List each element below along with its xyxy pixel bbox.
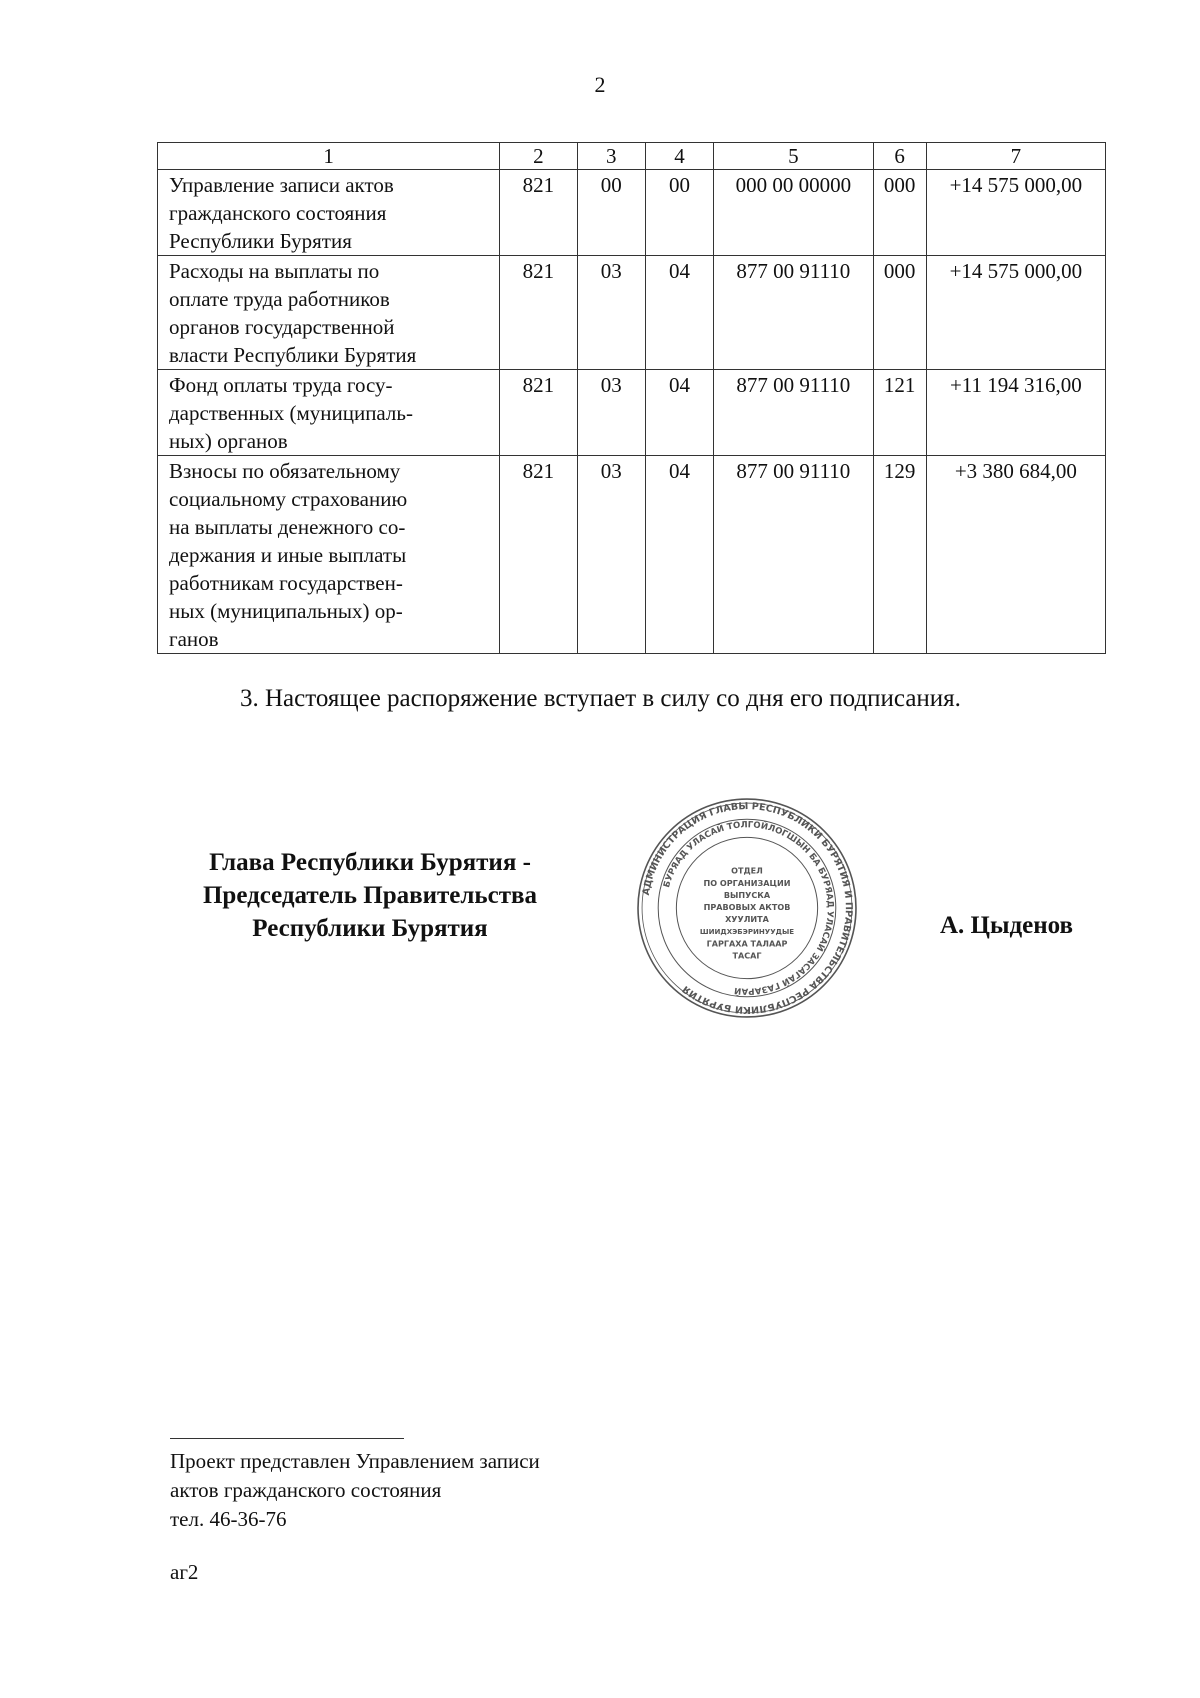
target-article-cell: 877 00 91110 — [714, 456, 874, 654]
expense-type-cell: 129 — [873, 456, 926, 654]
section-cell: 03 — [577, 370, 645, 456]
row-name-cell — [158, 456, 500, 654]
document-code: аг2 — [170, 1560, 199, 1584]
header-cell: 6 — [873, 143, 926, 170]
signer-title — [160, 846, 580, 945]
target-article-cell: 877 00 91110 — [714, 256, 874, 370]
subsection-cell: 00 — [645, 170, 713, 256]
name-line: ных) органов — [169, 429, 288, 453]
footnote-line: тел. 46-36-76 — [170, 1507, 287, 1531]
signer-title-line: Республики Бурятия — [252, 915, 488, 942]
name-line: Взносы по обязательному — [169, 459, 401, 483]
header-cell: 3 — [577, 143, 645, 170]
table-header-row — [158, 143, 1106, 170]
amount-cell: +14 575 000,00 — [926, 256, 1105, 370]
name-line: Фонд оплаты труда госу- — [169, 373, 393, 397]
seal-center-block — [700, 867, 794, 961]
code-cell: 821 — [500, 170, 577, 256]
target-article-cell: 877 00 91110 — [714, 370, 874, 456]
seal-center-line: ПРАВОВЫХ АКТОВ — [703, 903, 791, 913]
signer-title-line: Глава Республики Бурятия - — [209, 849, 531, 876]
seal-center-line: ТАСАГ — [732, 951, 762, 961]
name-line: на выплаты денежного со- — [169, 515, 406, 539]
footnote-divider — [170, 1438, 404, 1439]
row-name-cell — [158, 370, 500, 456]
table-row — [158, 456, 1106, 654]
row-name-cell — [158, 256, 500, 370]
clause-3-text: 3. Настоящее распоряжение вступает в силу со дня его подписания. — [240, 685, 961, 712]
target-article-cell: 000 00 00000 — [714, 170, 874, 256]
expense-type-cell: 000 — [873, 170, 926, 256]
signer-title-line: Председатель Правительства — [202, 882, 538, 909]
seal-inner-textpath: БУРЯАД УЛАСАЙ ТОЛГОЙЛОГШЫН БА БУРЯАД УЛАСАЙ ЗАСАГАЙ ГАЗАРАЙ — [662, 820, 835, 996]
name-line: гражданского состояния — [169, 201, 387, 225]
section-cell: 03 — [577, 456, 645, 654]
amount-cell: +3 380 684,00 — [926, 456, 1105, 654]
footnote-line: актов гражданского состояния — [170, 1478, 442, 1502]
header-cell: 5 — [714, 143, 874, 170]
official-seal-stamp — [636, 797, 858, 1019]
header-cell: 4 — [645, 143, 713, 170]
name-line: дарственных (муниципаль- — [169, 401, 413, 425]
name-line: Расходы на выплаты по — [169, 259, 380, 283]
signer-name: А. Цыденов — [940, 912, 1074, 939]
expense-type-cell: 000 — [873, 256, 926, 370]
name-line: социальному страхованию — [169, 487, 408, 511]
amount-cell: +14 575 000,00 — [926, 170, 1105, 256]
expense-type-cell: 121 — [873, 370, 926, 456]
seal-center-line: ПО ОРГАНИЗАЦИИ — [703, 878, 791, 888]
seal-center-line: ОТДЕЛ — [731, 866, 763, 876]
name-line: органов государственной — [169, 315, 395, 339]
seal-center-line: ГАРГАХА ТАЛААР — [706, 939, 788, 949]
subsection-cell: 04 — [645, 256, 713, 370]
name-line: держания и иные выплаты — [169, 543, 407, 567]
table-row — [158, 170, 1106, 256]
name-line: власти Республики Бурятия — [169, 343, 417, 367]
header-cell: 1 — [158, 143, 500, 170]
footnote — [170, 1447, 540, 1534]
seal-center-line: ХУУЛИТА — [725, 915, 769, 925]
seal-center-line: ШИИДХЭБЭРИНУУДЫЕ — [699, 927, 795, 937]
code-cell: 821 — [500, 370, 577, 456]
seal-center-line: ВЫПУСКА — [723, 890, 771, 900]
table-row — [158, 256, 1106, 370]
name-line: Республики Бурятия — [169, 229, 352, 253]
name-line: ных (муниципальных) ор- — [169, 599, 403, 623]
header-cell: 2 — [500, 143, 577, 170]
header-cell: 7 — [926, 143, 1105, 170]
subsection-cell: 04 — [645, 370, 713, 456]
name-line: оплате труда работников — [169, 287, 390, 311]
name-line: Управление записи актов — [169, 173, 394, 197]
page-number: 2 — [594, 72, 606, 97]
subsection-cell: 04 — [645, 456, 713, 654]
section-cell: 03 — [577, 256, 645, 370]
table-row — [158, 370, 1106, 456]
name-line: работникам государствен- — [169, 571, 403, 595]
code-cell: 821 — [500, 256, 577, 370]
seal-outer-textpath: АДМИНИСТРАЦИЯ ГЛАВЫ РЕСПУБЛИКИ БУРЯТИЯ И ПРАВИТЕЛЬСТВА РЕСПУБЛИКИ БУРЯТИЯ — [640, 800, 854, 1015]
budget-table — [157, 142, 1106, 654]
name-line: ганов — [169, 627, 219, 651]
row-name-cell — [158, 170, 500, 256]
amount-cell: +11 194 316,00 — [926, 370, 1105, 456]
footnote-line: Проект представлен Управлением записи — [170, 1449, 540, 1473]
code-cell: 821 — [500, 456, 577, 654]
section-cell: 00 — [577, 170, 645, 256]
